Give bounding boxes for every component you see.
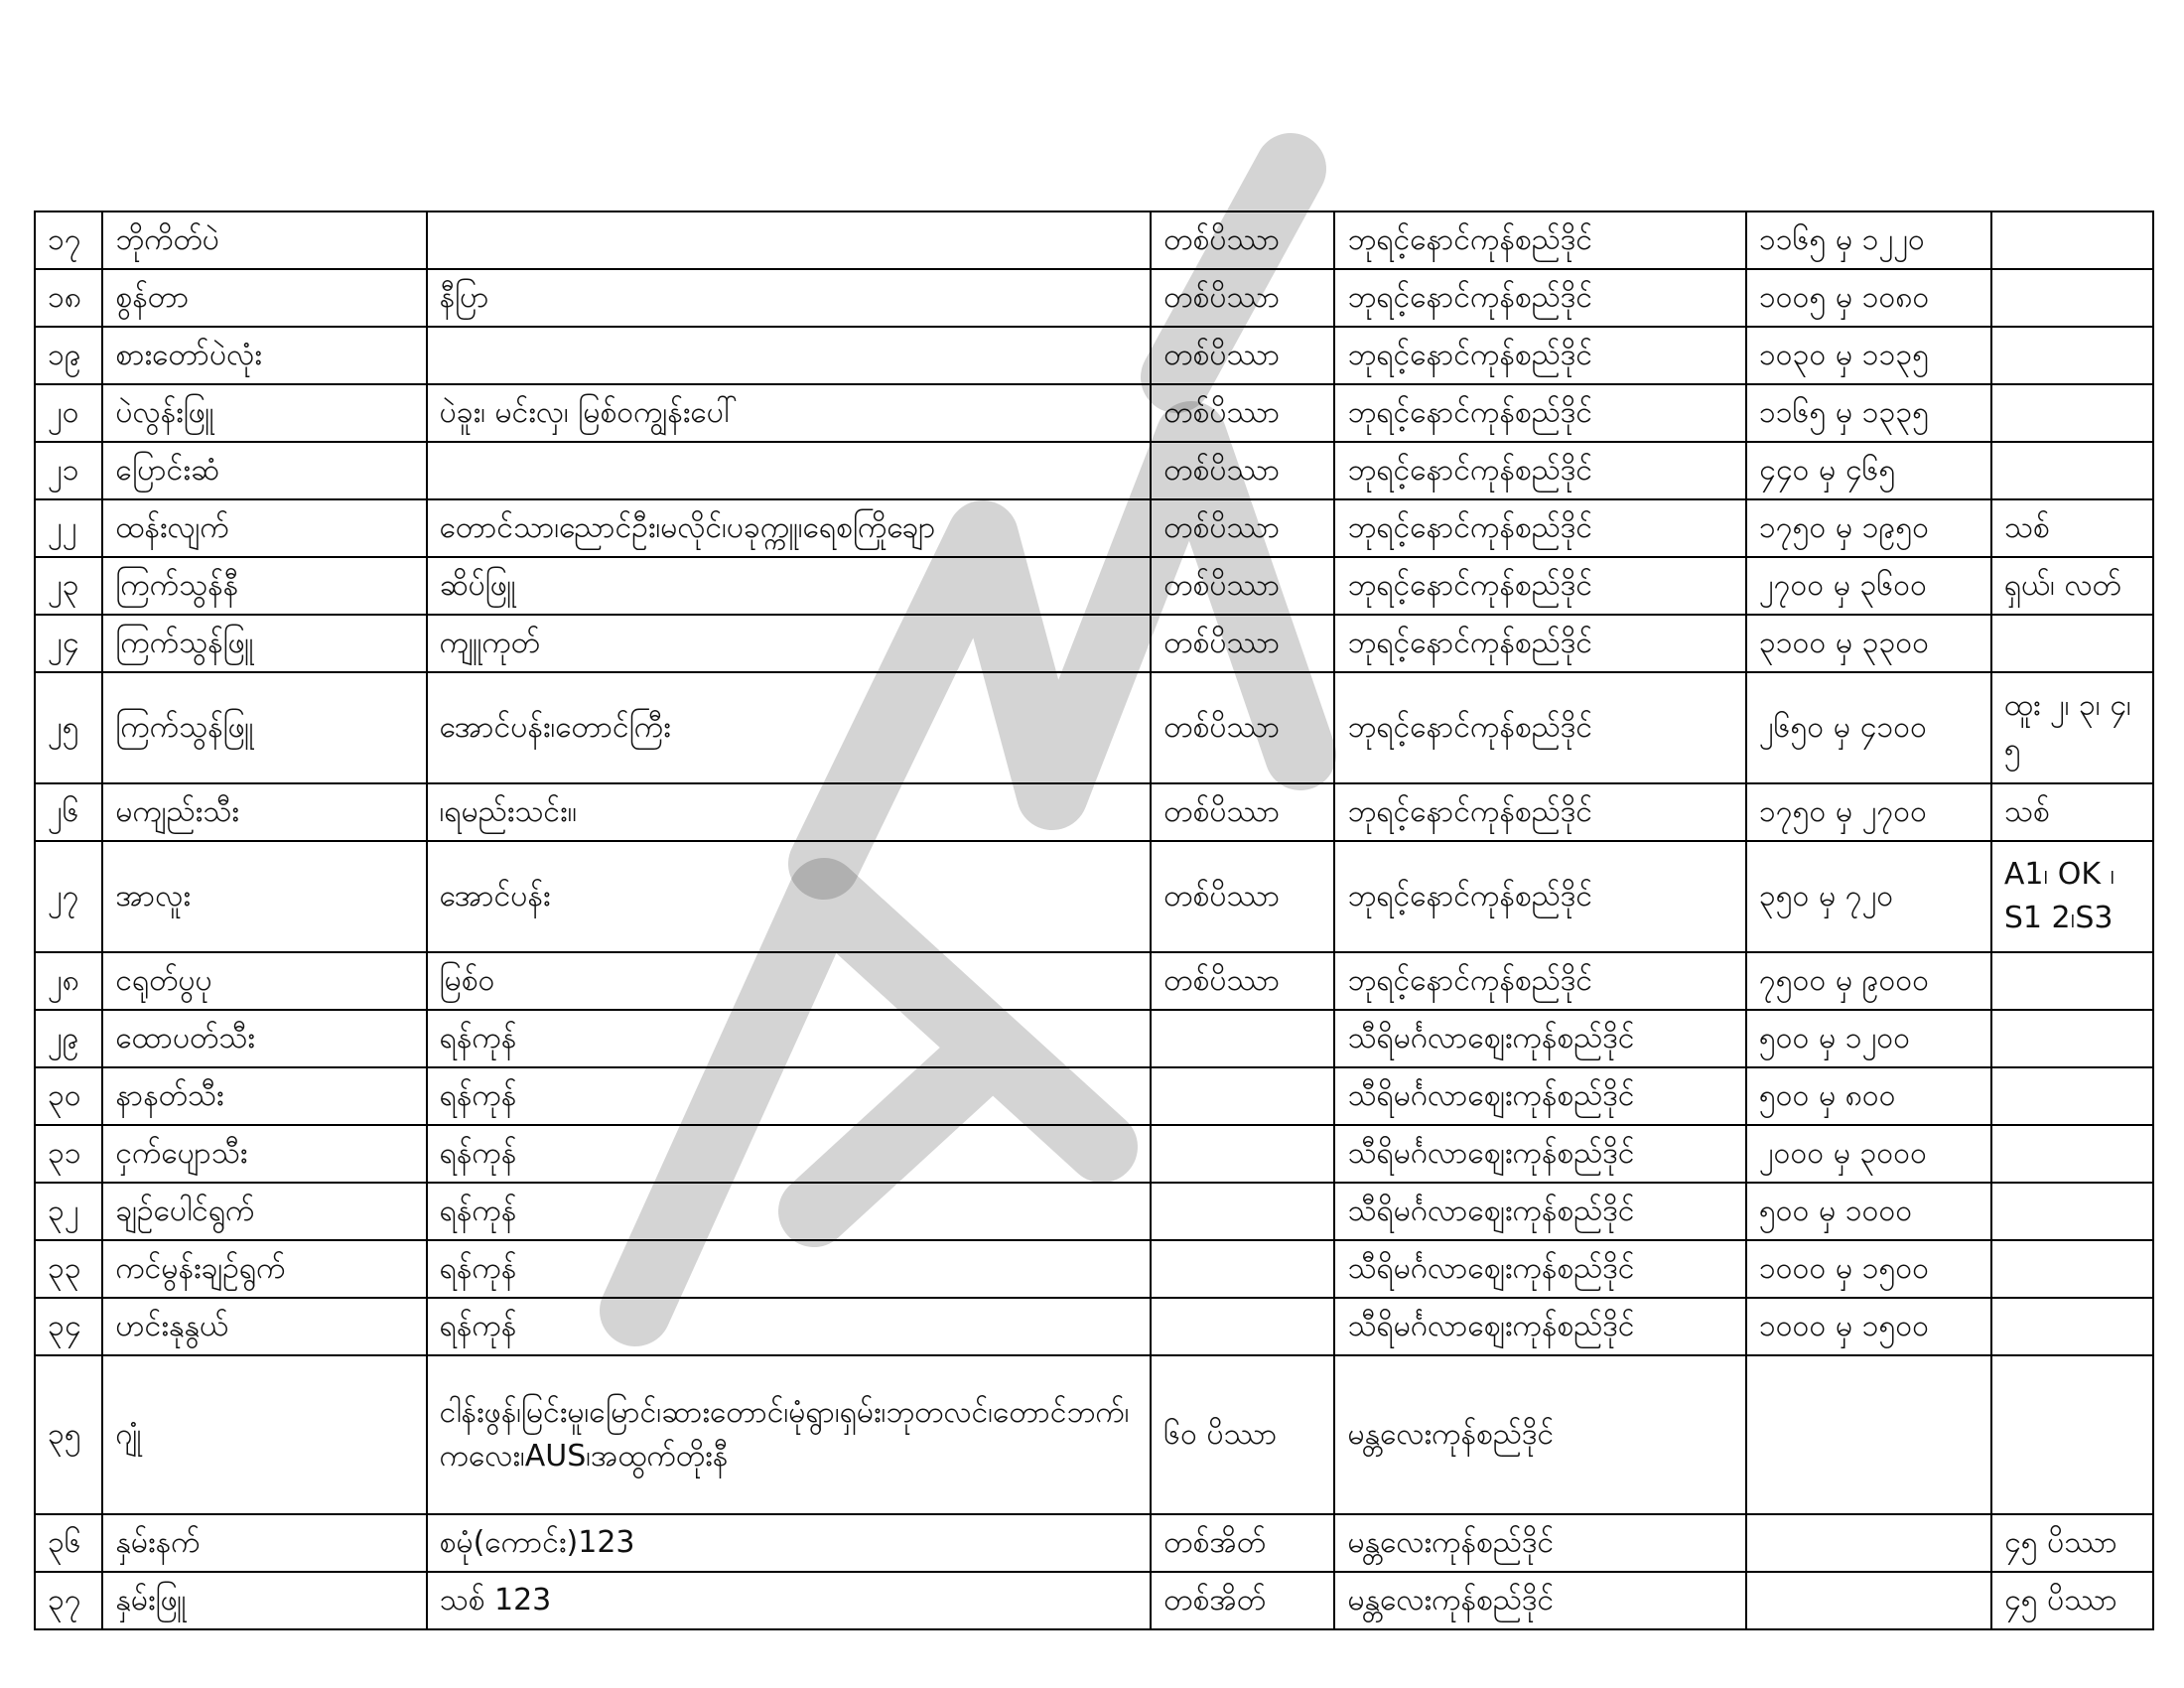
cell-price: ၃၅၀ မှ ၇၂၀ [1746,841,1991,952]
cell-no: ၂၂ [35,499,102,557]
cell-price: ၁၀၃၀ မှ ၁၁၃၅ [1746,327,1991,384]
cell-market: ဘုရင့်နောင်ကုန်စည်ဒိုင် [1334,952,1745,1010]
cell-note [1991,1298,2153,1355]
cell-item: အာလူး [102,841,426,952]
cell-unit: တစ်ပိဿာ [1151,615,1334,672]
cell-no: ၁၇ [35,211,102,269]
table-row [35,1125,2153,1183]
cell-unit: တစ်ပိဿာ [1151,841,1334,952]
cell-unit: တစ်ပိဿာ [1151,327,1334,384]
cell-item: ချဉ်ပေါင်ရွက် [102,1183,426,1240]
cell-market: မန္တလေးကုန်စည်ဒိုင် [1334,1355,1745,1514]
cell-origin: မြစ်ဝ [427,952,1152,1010]
cell-note [1991,269,2153,327]
cell-note [1991,1125,2153,1183]
cell-price: ၂၀၀၀ မှ ၃၀၀၀ [1746,1125,1991,1183]
cell-market: သီရိမင်္ဂလာဈေးကုန်စည်ဒိုင် [1334,1010,1745,1067]
cell-market: သီရိမင်္ဂလာဈေးကုန်စည်ဒိုင် [1334,1183,1745,1240]
cell-market: ဘုရင့်နောင်ကုန်စည်ဒိုင် [1334,841,1745,952]
cell-origin: ၊ရမည်းသင်း၊၊ [427,783,1152,841]
cell-no: ၁၉ [35,327,102,384]
cell-market: ဘုရင့်နောင်ကုန်စည်ဒိုင် [1334,327,1745,384]
cell-item: ဂျုံ [102,1355,426,1514]
cell-unit: တစ်ပိဿာ [1151,783,1334,841]
cell-note [1991,1067,2153,1125]
cell-item: စားတော်ပဲလုံး [102,327,426,384]
commodity-price-table [34,211,2154,1630]
table-row [35,1183,2153,1240]
table-body [35,211,2153,1629]
cell-no: ၂၃ [35,557,102,615]
cell-price [1746,1514,1991,1572]
cell-origin: စမုံ(ကောင်း)123 [427,1514,1152,1572]
table-row [35,952,2153,1010]
cell-note: A1၊ OK ၊S1 2၊S3 [1991,841,2153,952]
cell-note: သစ် [1991,783,2153,841]
cell-no: ၃၀ [35,1067,102,1125]
table-row [35,269,2153,327]
cell-price: ၁၀၀၅ မှ ၁၀၈၀ [1746,269,1991,327]
cell-item: ကြက်သွန်ဖြူ [102,615,426,672]
cell-unit: တစ်ပိဿာ [1151,269,1334,327]
cell-unit: တစ်ပိဿာ [1151,384,1334,442]
cell-origin: ရန်ကုန် [427,1298,1152,1355]
cell-note [1991,1183,2153,1240]
cell-market: ဘုရင့်နောင်ကုန်စည်ဒိုင် [1334,499,1745,557]
cell-unit [1151,1298,1334,1355]
cell-market: ဘုရင့်နောင်ကုန်စည်ဒိုင် [1334,783,1745,841]
cell-no: ၃၆ [35,1514,102,1572]
cell-price: ၄၄၀ မှ ၄၆၅ [1746,442,1991,499]
cell-market: ဘုရင့်နောင်ကုန်စည်ဒိုင် [1334,384,1745,442]
table-row [35,384,2153,442]
cell-no: ၂၆ [35,783,102,841]
cell-unit: တစ်ပိဿာ [1151,211,1334,269]
table-row [35,615,2153,672]
cell-no: ၂၄ [35,615,102,672]
cell-note: ထူး ၂၊ ၃၊ ၄၊ ၅ [1991,672,2153,783]
cell-note: သစ် [1991,499,2153,557]
table-row [35,1355,2153,1514]
cell-unit: ၆ဝ ပိဿာ [1151,1355,1334,1514]
cell-note [1991,327,2153,384]
cell-origin: ရန်ကုန် [427,1125,1152,1183]
cell-unit: တစ်ပိဿာ [1151,672,1334,783]
cell-origin: ဆိပ်ဖြူ [427,557,1152,615]
cell-item: နှမ်းဖြူ [102,1572,426,1629]
cell-origin: တောင်သာ၊ညောင်ဦး၊မလိုင်၊ပခုက္ကူ၊ရေစကြိုချော [427,499,1152,557]
cell-item: ငရုတ်ပွပု [102,952,426,1010]
cell-price: ၁၇၅၀ မှ ၁၉၅၀ [1746,499,1991,557]
cell-item: နှမ်းနက် [102,1514,426,1572]
cell-market: ဘုရင့်နောင်ကုန်စည်ဒိုင် [1334,442,1745,499]
cell-note [1991,211,2153,269]
cell-origin: နီပြာ [427,269,1152,327]
cell-market: မန္တလေးကုန်စည်ဒိုင် [1334,1572,1745,1629]
cell-no: ၃၄ [35,1298,102,1355]
cell-origin: ရန်ကုန် [427,1183,1152,1240]
cell-price: ၂၇၀၀ မှ ၃၆၀၀ [1746,557,1991,615]
cell-origin [427,211,1152,269]
cell-unit: တစ်အိတ် [1151,1514,1334,1572]
cell-market: မန္တလေးကုန်စည်ဒိုင် [1334,1514,1745,1572]
cell-origin [427,327,1152,384]
cell-no: ၂၈ [35,952,102,1010]
table-row [35,1240,2153,1298]
table-row [35,211,2153,269]
cell-price: ၅၀၀ မှ ၁၂၀၀ [1746,1010,1991,1067]
cell-no: ၂၉ [35,1010,102,1067]
cell-no: ၃၃ [35,1240,102,1298]
cell-no: ၂၅ [35,672,102,783]
cell-unit: တစ်အိတ် [1151,1572,1334,1629]
cell-unit [1151,1067,1334,1125]
cell-origin: အောင်ပန်း၊တောင်ကြီး [427,672,1152,783]
cell-note [1991,384,2153,442]
cell-item: ငှက်ပျောသီး [102,1125,426,1183]
cell-item: ဟင်းနုနွယ် [102,1298,426,1355]
cell-market: သီရိမင်္ဂလာဈေးကုန်စည်ဒိုင် [1334,1240,1745,1298]
cell-no: ၂၁ [35,442,102,499]
cell-item: စွန်တာ [102,269,426,327]
cell-price: ၁၇၅၀ မှ ၂၇၀၀ [1746,783,1991,841]
cell-note [1991,952,2153,1010]
cell-origin: ပဲခူး၊ မင်းလှ၊ မြစ်ဝကျွန်းပေါ် [427,384,1152,442]
cell-price: ၁၀၀၀ မှ ၁၅၀၀ [1746,1298,1991,1355]
cell-unit [1151,1240,1334,1298]
cell-origin: ရန်ကုန် [427,1067,1152,1125]
cell-origin: သစ် 123 [427,1572,1152,1629]
cell-unit: တစ်ပိဿာ [1151,557,1334,615]
table-row [35,1572,2153,1629]
cell-market: ဘုရင့်နောင်ကုန်စည်ဒိုင် [1334,615,1745,672]
cell-no: ၁၈ [35,269,102,327]
cell-item: ကြက်သွန်နီ [102,557,426,615]
cell-market: သီရိမင်္ဂလာဈေးကုန်စည်ဒိုင် [1334,1125,1745,1183]
table-row [35,783,2153,841]
table-row [35,1010,2153,1067]
table-row [35,499,2153,557]
cell-item: ထောပတ်သီး [102,1010,426,1067]
cell-price: ၁၁၆၅ မှ ၁၃၃၅ [1746,384,1991,442]
cell-price [1746,1572,1991,1629]
cell-unit [1151,1125,1334,1183]
cell-note: ၄၅ ပိဿာ [1991,1514,2153,1572]
table-row [35,672,2153,783]
cell-note: ရှယ်၊ လတ် [1991,557,2153,615]
cell-note [1991,442,2153,499]
table-row [35,841,2153,952]
table-row [35,1298,2153,1355]
cell-item: ကင်မွန်းချဉ်ရွက် [102,1240,426,1298]
cell-item: နာနတ်သီး [102,1067,426,1125]
cell-note: ၄၅ ပိဿာ [1991,1572,2153,1629]
cell-item: ပဲလွန်းဖြူ [102,384,426,442]
cell-no: ၂၇ [35,841,102,952]
cell-note [1991,1355,2153,1514]
table-row [35,557,2153,615]
cell-market: သီရိမင်္ဂလာဈေးကုန်စည်ဒိုင် [1334,1298,1745,1355]
cell-market: သီရိမင်္ဂလာဈေးကုန်စည်ဒိုင် [1334,1067,1745,1125]
cell-no: ၂၀ [35,384,102,442]
cell-unit: တစ်ပိဿာ [1151,499,1334,557]
cell-origin: ရန်ကုန် [427,1010,1152,1067]
cell-price: ၁၀၀၀ မှ ၁၅၀၀ [1746,1240,1991,1298]
cell-price: ၃၁၀၀ မှ ၃၃၀၀ [1746,615,1991,672]
table-row [35,442,2153,499]
cell-item: ဘိုကိတ်ပဲ [102,211,426,269]
cell-price [1746,1355,1991,1514]
cell-no: ၃၁ [35,1125,102,1183]
cell-origin: အောင်ပန်း [427,841,1152,952]
cell-market: ဘုရင့်နောင်ကုန်စည်ဒိုင် [1334,269,1745,327]
cell-unit [1151,1183,1334,1240]
cell-origin [427,442,1152,499]
cell-no: ၃၅ [35,1355,102,1514]
cell-price: ၇၅၀၀ မှ ၉၀၀၀ [1746,952,1991,1010]
cell-price: ၅၀၀ မှ ၈၀၀ [1746,1067,1991,1125]
cell-note [1991,1240,2153,1298]
cell-price: ၁၁၆၅ မှ ၁၂၂၀ [1746,211,1991,269]
cell-origin: ငါန်းဖွန်၊မြင်းမူ၊မြောင်၊ဆားတောင်၊မုံရွာ၊ရှမ်း၊ဘုတလင်၊တောင်ဘက်၊ကလေး၊AUS၊အထွက်တိုးနီ [427,1355,1152,1514]
cell-item: ထန်းလျက် [102,499,426,557]
cell-price: ၅၀၀ မှ ၁၀၀၀ [1746,1183,1991,1240]
cell-unit: တစ်ပိဿာ [1151,442,1334,499]
cell-price: ၂၆၅၀ မှ ၄၁၀၀ [1746,672,1991,783]
cell-origin: ရန်ကုန် [427,1240,1152,1298]
cell-item: ပြောင်းဆံ [102,442,426,499]
cell-unit [1151,1010,1334,1067]
cell-market: ဘုရင့်နောင်ကုန်စည်ဒိုင် [1334,672,1745,783]
cell-item: ကြက်သွန်ဖြူ [102,672,426,783]
cell-note [1991,615,2153,672]
cell-no: ၃၂ [35,1183,102,1240]
table-row [35,327,2153,384]
cell-item: မကျည်းသီး [102,783,426,841]
cell-unit: တစ်ပိဿာ [1151,952,1334,1010]
cell-market: ဘုရင့်နောင်ကုန်စည်ဒိုင် [1334,557,1745,615]
table-row [35,1514,2153,1572]
cell-no: ၃၇ [35,1572,102,1629]
table-row [35,1067,2153,1125]
cell-note [1991,1010,2153,1067]
cell-origin: ကျူကုတ် [427,615,1152,672]
cell-market: ဘုရင့်နောင်ကုန်စည်ဒိုင် [1334,211,1745,269]
